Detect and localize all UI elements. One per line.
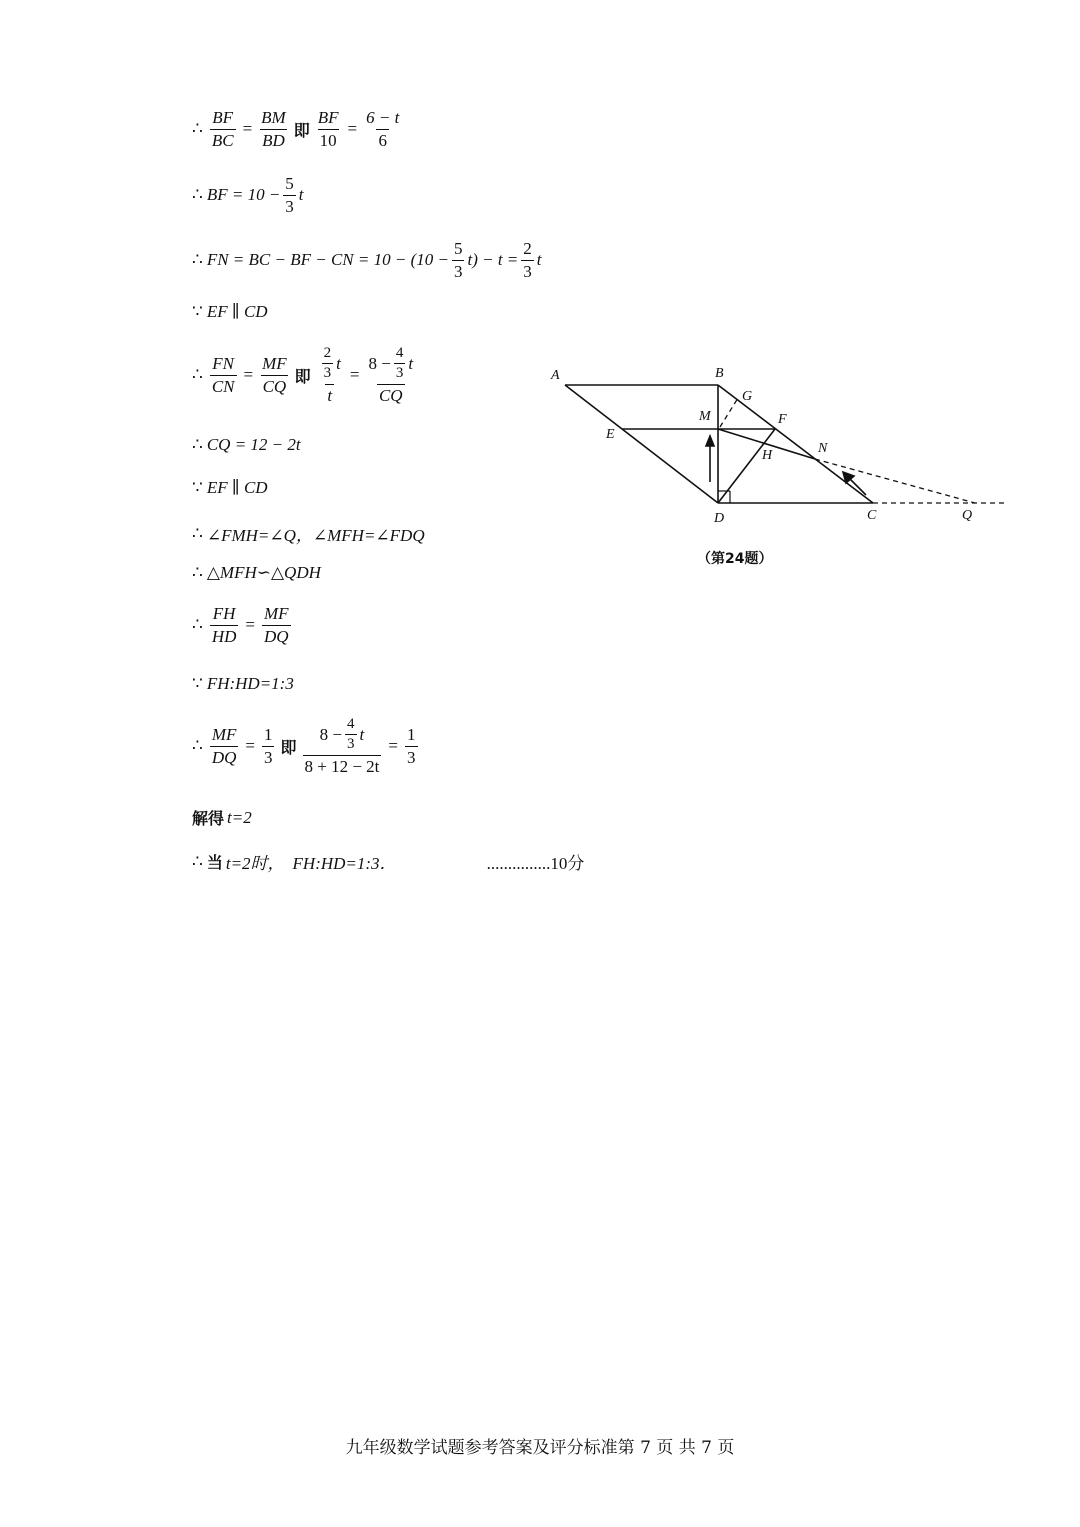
therefore-symbol: ∴ — [192, 523, 203, 543]
fraction-1-3: $\frac{1}{3}$ — [263, 724, 273, 767]
therefore-symbol: ∴ — [192, 615, 203, 635]
fraction-5-3: $\frac{5}{3}$ — [285, 174, 294, 216]
because-symbol: ∵ — [192, 302, 203, 321]
fraction-bf-10: $\frac{BF}{10}$ — [317, 108, 339, 150]
label-n: N — [818, 441, 828, 456]
fraction-bf-bc: $\frac{BF}{BC}$ — [211, 108, 234, 150]
label-m: M — [699, 409, 711, 424]
compound-fraction-big: 8 − $\frac{4}{3}$ t 8 + 12 − 2t — [304, 716, 380, 776]
fraction-6-t-over-6: $\frac{6 - t}{6}$ — [366, 108, 400, 150]
label-q: Q — [962, 508, 973, 523]
label-h: H — [762, 448, 773, 463]
therefore-symbol: ∴ — [192, 185, 203, 205]
step-7: ∵ EF ∥ CD — [192, 478, 268, 497]
therefore-symbol: ∴ — [192, 736, 203, 756]
label-d: D — [714, 511, 725, 526]
step-14: ∴ 当 t=2时， FH:HD=1:3． ...............10分 — [192, 849, 584, 874]
segment-nq-dashed — [815, 459, 975, 503]
compound-fraction-right: 8 − $\frac{4}{3}$ t CQ — [368, 345, 414, 405]
step-9: ∴ △MFH∽△QDH — [192, 563, 321, 582]
step-12: ∴ $\frac{MF}{DQ}$ = $\frac{1}{3}$ 即 8 − $\frac{4}{3}$ t 8 + 12 − 2t = $\frac{1}{3}$ — [192, 716, 416, 776]
therefore-symbol: ∴ — [192, 435, 203, 454]
step-5: ∴ $\frac{FN}{CN}$ = $\frac{MF}{CQ}$ 即 $\frac{2}{3}$ t t = 8 − $\frac{4}{3}$ t CQ — [192, 345, 414, 405]
step-6: ∴ CQ = 12 − 2t — [192, 435, 301, 454]
fraction-mf-dq: $\frac{MF}{DQ}$ — [263, 604, 289, 646]
fraction-5-3: $\frac{5}{3}$ — [453, 239, 463, 281]
step-8: ∴ ∠FMH=∠Q，∠MFH=∠FDQ — [192, 523, 425, 545]
score-marker: ...............10分 — [486, 854, 585, 873]
fraction-2-3: $\frac{2}{3}$ — [523, 239, 532, 281]
label-e: E — [606, 427, 615, 442]
therefore-symbol: ∴ — [192, 365, 203, 385]
geometry-figure — [545, 355, 1015, 540]
therefore-symbol: ∴ — [192, 250, 203, 270]
fraction-bm-bd: $\frac{BM}{BD}$ — [261, 108, 286, 150]
step-2: ∴ BF = 10 − $\frac{5}{3}$ t — [192, 174, 304, 216]
because-symbol: ∵ — [192, 674, 203, 693]
fraction-fh-hd: $\frac{FH}{HD}$ — [211, 604, 237, 646]
therefore-symbol: ∴ — [192, 119, 203, 139]
compound-fraction-left: $\frac{2}{3}$ t t — [323, 345, 341, 405]
fraction-mf-dq: $\frac{MF}{DQ}$ — [211, 724, 237, 767]
therefore-symbol: ∴ — [192, 851, 203, 871]
step-10: ∴ $\frac{FH}{HD}$ = $\frac{MF}{DQ}$ — [192, 604, 289, 646]
step-11: ∵ FH:HD=1:3 — [192, 674, 294, 693]
label-a: A — [551, 368, 560, 383]
segment-ad — [565, 385, 718, 503]
step-1: ∴ $\frac{BF}{BC}$ = $\frac{BM}{BD}$ 即 $\frac{BF}{10}$ = $\frac{6 - t}{6}$ — [192, 108, 400, 150]
fraction-1-3: $\frac{1}{3}$ — [407, 724, 416, 767]
label-g: G — [742, 389, 753, 404]
label-b: B — [715, 366, 724, 381]
because-symbol: ∵ — [192, 478, 203, 497]
step-13: 解得 t=2 — [192, 807, 252, 828]
fraction-mf-cq: $\frac{MF}{CQ}$ — [262, 353, 287, 396]
segment-df — [718, 429, 775, 503]
step-3: ∴ FN = BC − BF − CN = 10 − (10 − $\frac{5}{3}$ t) − t = $\frac{2}{3}$ t — [192, 239, 542, 281]
figure-caption: （第24题） — [697, 551, 773, 567]
segment-mg-dashed — [720, 398, 738, 427]
fraction-fn-cn: $\frac{FN}{CN}$ — [211, 353, 235, 396]
step-4: ∵ EF ∥ CD — [192, 302, 268, 321]
label-f: F — [778, 412, 787, 427]
page-footer: 九年级数学试题参考答案及评分标准第 7 页 共 7 页 — [345, 1438, 735, 1458]
therefore-symbol: ∴ — [192, 563, 203, 582]
label-c: C — [867, 508, 877, 523]
